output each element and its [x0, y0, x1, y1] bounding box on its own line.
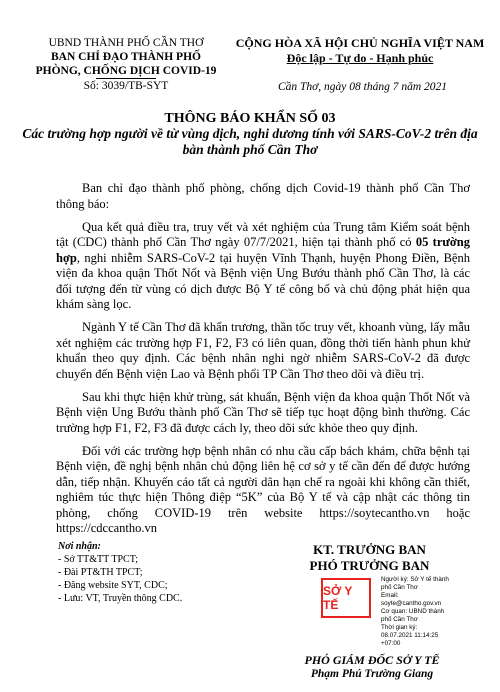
issuer-header — [18, 36, 234, 93]
issuer-line-1: UBND THÀNH PHỐ CẦN THƠ — [48, 37, 204, 49]
digital-signature-line: +07:00 — [381, 640, 401, 647]
document-subtitle: Các trường hợp người về từ vùng dịch, nghi dương tính với SARS-CoV-2 trên địa bàn thành phố Cần Thơ — [22, 126, 478, 157]
signature-deputy: PHÓ TRƯỞNG BAN — [309, 558, 430, 573]
case-count: 05 trường hợp — [56, 235, 470, 265]
paragraph-investigation-part-1: Qua kết quả điều tra, truy vết và xét nghiệm của Trung tâm Kiểm soát bệnh tật (CDC) thành phố Cần Thơ ngày 07/7/2021, hiện tại thành phố có — [56, 219, 470, 249]
issuer-line-2: BAN CHỈ ĐẠO THÀNH PHỐ — [51, 51, 201, 63]
digital-signature-line: Thời gian ký: — [381, 624, 418, 631]
stamp-text: SỞ Y TẾ — [323, 584, 353, 612]
digital-signature-line: Email: — [381, 592, 399, 599]
signature-title — [262, 542, 477, 574]
signer-name: Phạm Phú Trường Giang — [310, 668, 434, 680]
digital-signature-line: phố Cần Thơ — [381, 616, 418, 623]
digital-signature-info — [381, 576, 486, 648]
recipients-block — [58, 540, 258, 605]
recipients-label: Nơi nhận: — [58, 541, 101, 552]
digital-signature-line: phố Cần Thơ — [381, 584, 418, 591]
nation-name: CỘNG HÒA XÃ HỘI CHỦ NGHĨA VIỆT NAM — [235, 36, 485, 50]
document-date: Cần Thơ, ngày 08 tháng 7 năm 2021 — [277, 81, 448, 93]
recipient-item: - Đăng website SYT, CDC; — [58, 580, 168, 591]
document-body — [56, 181, 470, 544]
digital-signature-line: Cơ quan: UBND thành — [381, 608, 445, 615]
paragraph-investigation — [56, 220, 470, 313]
paragraph-response: Ngành Y tế Cần Thơ đã khẩn trương, thần tốc truy vết, khoanh vùng, lấy mẫu xét nghiệm các trường hợp F1, F2, F3 có liên quan, đồng thời tiến hành phun khử khuẩn theo quy định. Các bệnh nhân nghi ngờ nhiễm SARS-CoV-2 đã được chuyển đến Bệnh viện Lao và Bệnh phổi TP Cần Thơ theo dõi và điều trị. — [56, 320, 470, 381]
digital-signature-line: soyte@cantho.gov.vn — [381, 600, 442, 607]
document-title: THÔNG BÁO KHẨN SỐ 03 — [164, 111, 336, 126]
paragraph-recommendation: Đối với các trường hợp bệnh nhân có nhu cầu cấp bách khám, chữa bệnh tại Bệnh viện, đề nghị bệnh nhân chủ động liên hệ cơ sở y tế cần đến để được hướng dẫn, tiếp nhận. Khuyến cáo tất cả người dân hạn chế ra ngoài khi không cần thiết, nghiêm túc thực hiện Thông điệp “5K” của Bộ Y tế và cập nhật các thông tin phòng, chống COVID-19 trên website https://soytecantho.vn hoặc https://cdccantho.vn — [56, 443, 470, 535]
document-number: Số: 3039/TB-SYT — [83, 80, 169, 92]
digital-signature-line: 08.07.2021 11:14:25 — [381, 632, 439, 639]
recipient-item: - Sở TT&TT TPCT; — [58, 554, 139, 565]
national-motto: Độc lập - Tự do - Hạnh phúc — [286, 51, 434, 65]
signer-role: PHÓ GIÁM ĐỐC SỞ Y TẾ — [304, 653, 440, 667]
paragraph-investigation-part-2: , nghi nhiễm SARS-CoV-2 tại huyện Vĩnh Thạnh, huyện Phong Điền, Bệnh viện đa khoa quận Thốt Nốt và Bệnh viện Ung Bướu thành phố Cần Thơ, là các đối tượng đến từ vùng có dịch được Bộ Y tế công bố và chủ động phát hiện qua khám sàng lọc. — [56, 250, 470, 311]
digital-signature-line: Người ký: Sở Y tế thành — [381, 576, 449, 583]
issuer-line-3: PHÒNG, CHỐNG DỊCH COVID-19 — [35, 65, 217, 77]
national-header — [232, 36, 488, 66]
recipient-item: - Lưu: VT, Truyền thông CDC. — [58, 593, 183, 604]
recipient-item: - Đài PT&TH TPCT; — [58, 567, 143, 578]
paragraph-disinfection: Sau khi thực hiện khử trùng, sát khuẩn, Bệnh viện đa khoa quận Thốt Nốt và Bệnh viện Ung Bướu thành phố Cần Thơ sẽ tiếp tục hoạt động bình thường. Các trường hợp F1, F2, F3 đã được cách ly, theo dõi sức khỏe theo quy định. — [56, 389, 470, 435]
paragraph-intro: Ban chỉ đạo thành phố phòng, chống dịch Covid-19 thành phố Cần Thơ thông báo: — [56, 181, 470, 211]
signature-kt: KT. TRƯỞNG BAN — [313, 542, 426, 557]
official-stamp — [321, 578, 371, 618]
